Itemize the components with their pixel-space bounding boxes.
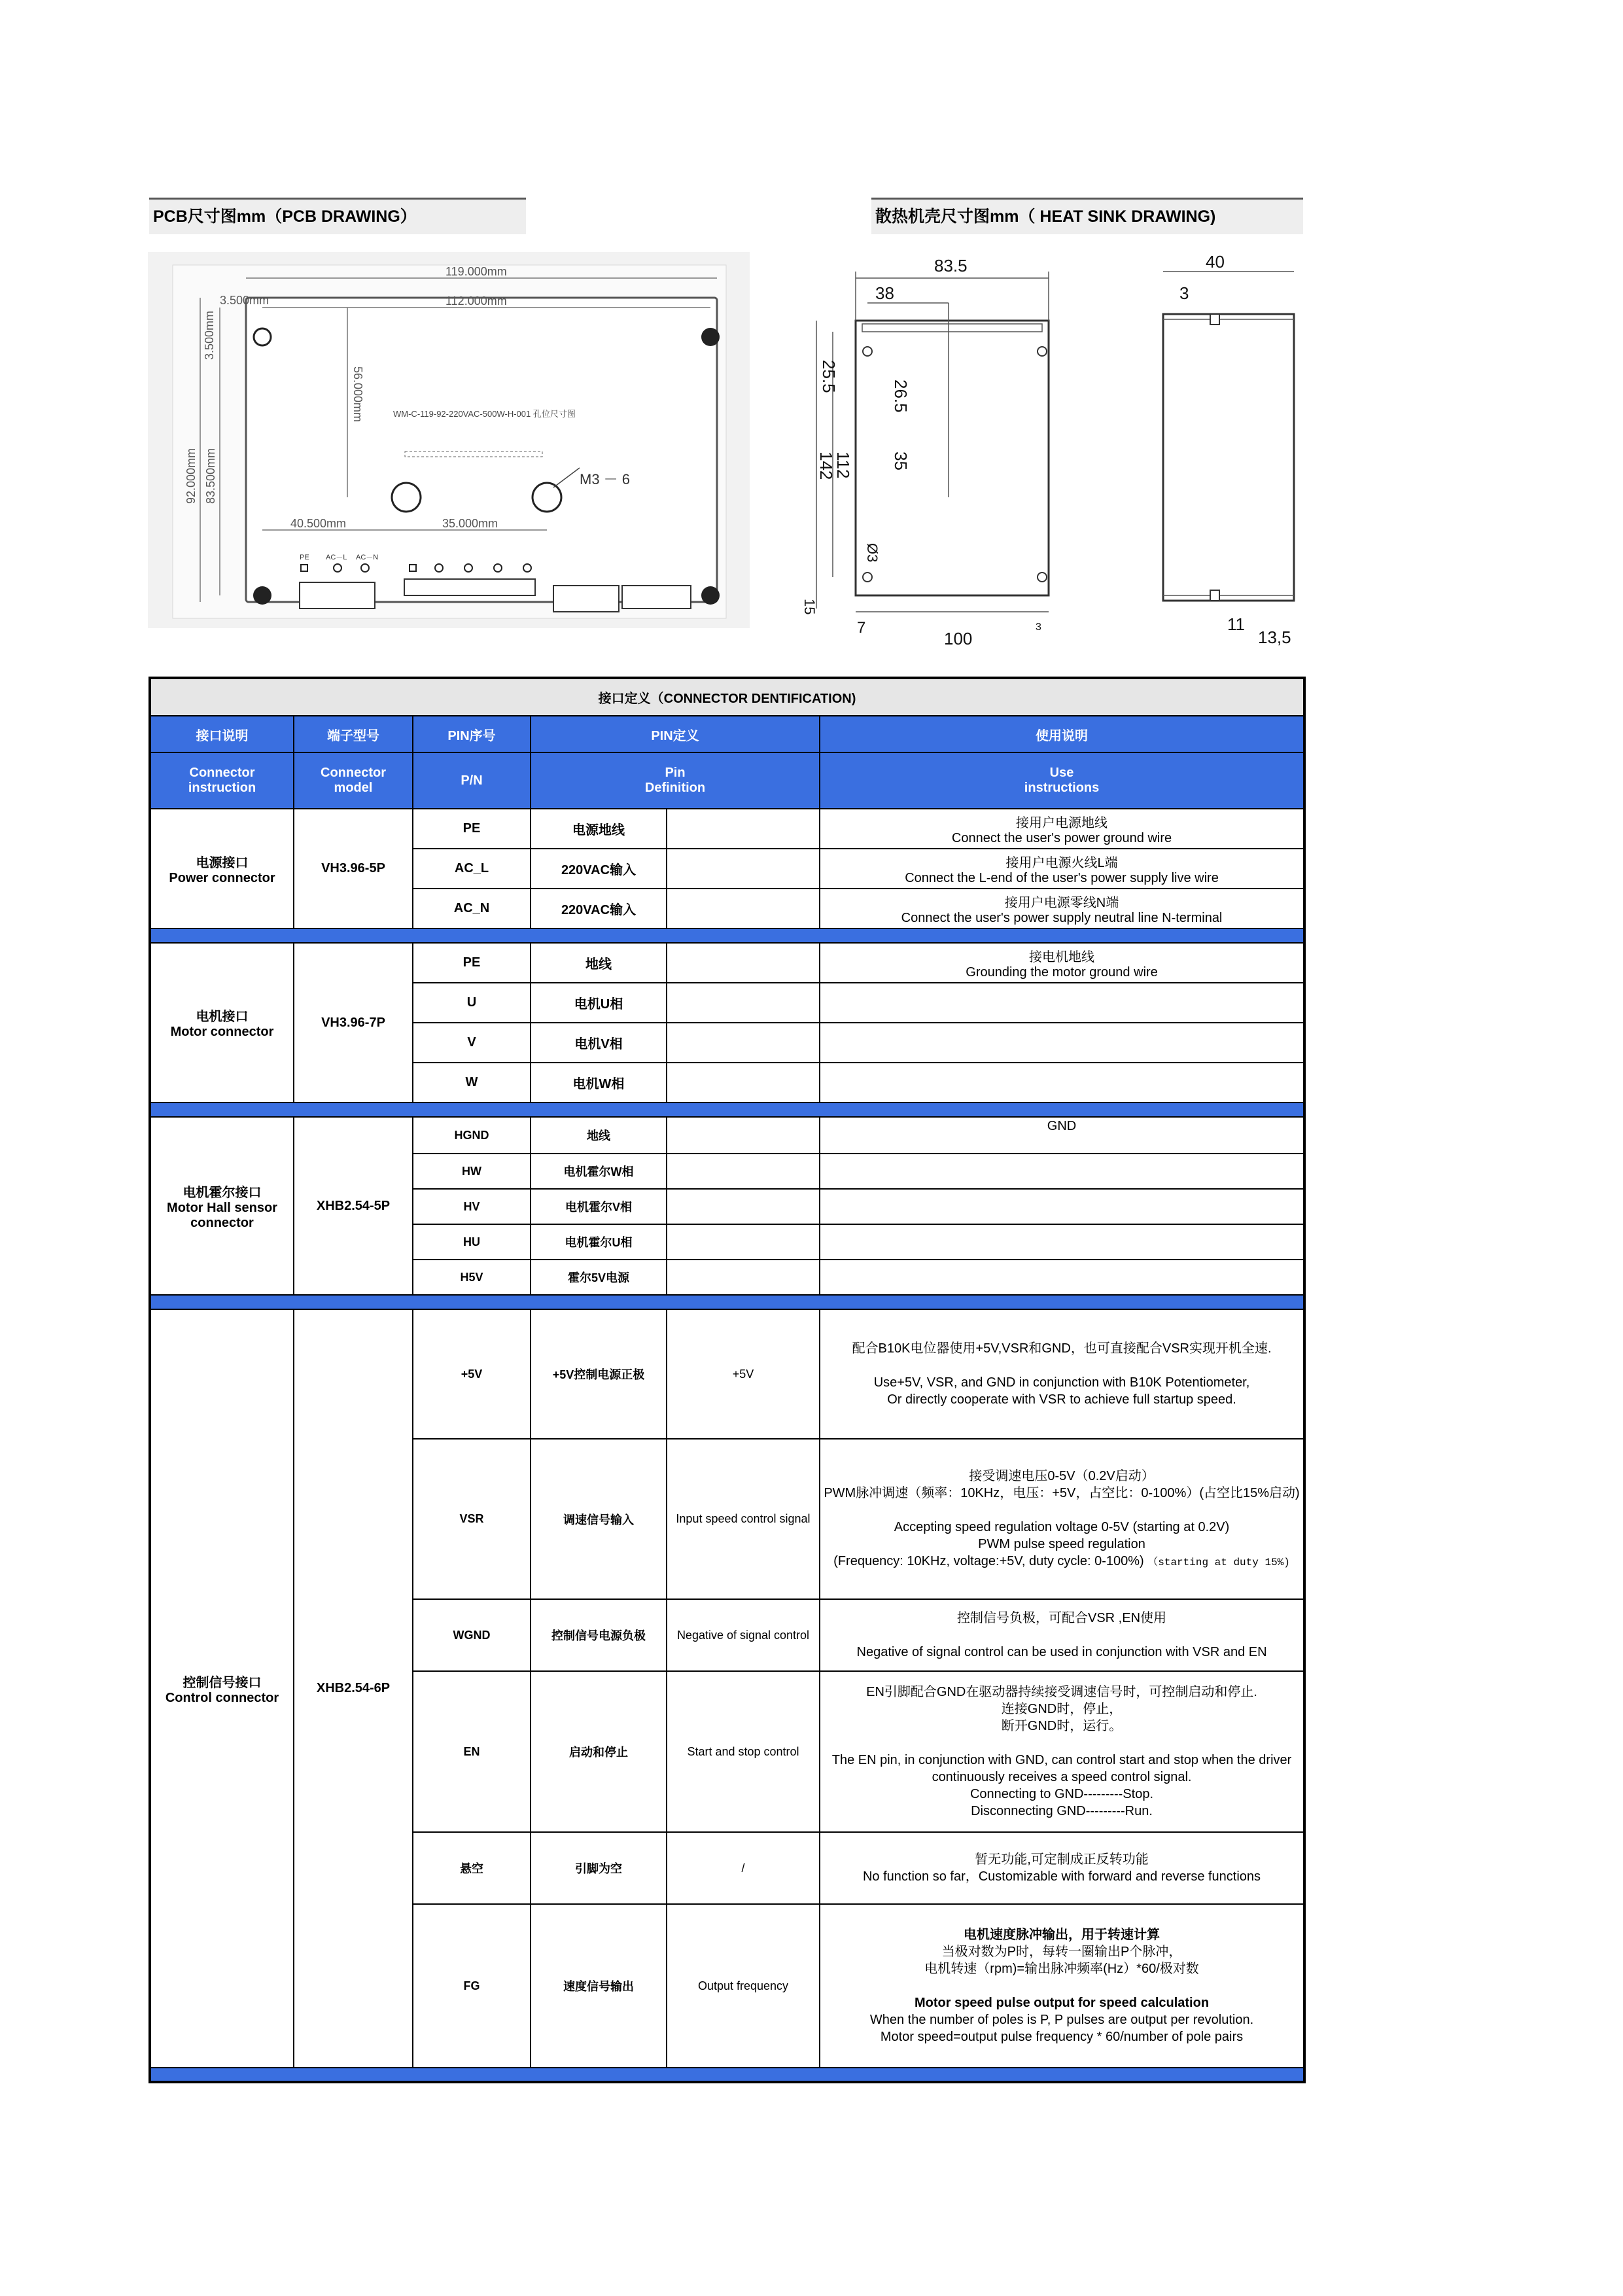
section-divider [150, 928, 1304, 943]
heatsink-dim-15: 15 [801, 599, 818, 615]
pin-number: H5V [413, 1260, 531, 1295]
table-row [150, 1309, 1304, 1439]
use-instruction: 接电机地线 Grounding the motor ground wire [820, 943, 1304, 983]
pin-number: HGND [413, 1117, 531, 1154]
pin-definition: 调速信号输入 [531, 1439, 667, 1599]
header-en-connector-model: Connector model [294, 752, 413, 809]
pin-number: HV [413, 1189, 531, 1224]
table-row [150, 809, 1304, 849]
power-connector-model: VH3.96-5P [294, 809, 413, 928]
pin-number: V [413, 1023, 531, 1063]
pin-definition: 电源地线 [531, 809, 667, 849]
pcb-drawing-heading: PCB尺寸图mm（PCB DRAWING） [149, 198, 526, 234]
header-en-connector-instruction: Connector instruction [150, 752, 294, 809]
heatsink-dim-7: 7 [857, 619, 866, 637]
pin-number: WGND [413, 1599, 531, 1671]
pin-definition: 电机U相 [531, 983, 667, 1023]
pin-definition: 电机霍尔U相 [531, 1224, 667, 1260]
use-instruction: 接用户电源零线N端 Connect the user's power supply neutral line N-terminal [820, 889, 1304, 928]
pcb-dim-width-overall: 119.000mm [445, 265, 507, 278]
pin-number: AC_N [413, 889, 531, 928]
header-connector-model: 端子型号 [294, 716, 413, 752]
heatsink-side-dim-40: 40 [1206, 252, 1225, 272]
use-instruction: 暂无功能,可定制成正反转功能 No function so far，Customizable with forward and reverse functions [820, 1832, 1304, 1904]
pin-function [667, 943, 820, 983]
heatsink-side-dim-13-5: 13,5 [1258, 627, 1291, 647]
section-divider [150, 2068, 1304, 2082]
pin-function [667, 889, 820, 928]
pin-definition: 电机W相 [531, 1063, 667, 1103]
heatsink-dim-142: 142 [816, 451, 836, 480]
pin-number: AC_L [413, 849, 531, 889]
heatsink-dim-25-5: 25.5 [819, 360, 839, 393]
pcb-board-label: WM-C-119-92-220VAC-500W-H-001 孔位尺寸图 [393, 409, 576, 419]
pin-definition: 控制信号电源负极 [531, 1599, 667, 1671]
pin-number: 悬空 [413, 1832, 531, 1904]
pcb-dim-hole-offset-y: 3.500mm [203, 310, 216, 360]
pin-function: / [667, 1832, 820, 1904]
pin-definition: 地线 [531, 1117, 667, 1154]
hall-connector-model: XHB2.54-5P [294, 1117, 413, 1295]
control-connector-name: 控制信号接口 Control connector [150, 1309, 294, 2068]
pin-definition: 220VAC输入 [531, 889, 667, 928]
heatsink-dim-width: 83.5 [934, 256, 968, 275]
pin-definition: 霍尔5V电源 [531, 1260, 667, 1295]
pcb-dim-height-overall: 92.000mm [184, 448, 198, 504]
heatsink-dim-112: 112 [833, 451, 853, 479]
table-title: 接口定义（CONNECTOR DENTIFICATION) [150, 678, 1304, 716]
pcb-dim-35: 35.000mm [442, 517, 498, 530]
pin-number: VSR [413, 1439, 531, 1599]
heatsink-dim-100: 100 [944, 629, 973, 648]
table-row [150, 1117, 1304, 1154]
pin-number: U [413, 983, 531, 1023]
heatsink-side-dim-11: 11 [1227, 614, 1245, 634]
power-connector-name: 电源接口 Power connector [150, 809, 294, 928]
table-header-cn [150, 716, 1304, 752]
pin-number: FG [413, 1904, 531, 2068]
pcb-dim-40-5: 40.500mm [290, 517, 347, 530]
header-pin-number: PIN序号 [413, 716, 531, 752]
header-connector-instruction: 接口说明 [150, 716, 294, 752]
pcb-pin-acn: AC－N [356, 554, 379, 561]
pin-definition: +5V控制电源正极 [531, 1309, 667, 1439]
pin-definition: 电机霍尔V相 [531, 1189, 667, 1224]
heatsink-dim-35: 35 [891, 451, 911, 470]
pin-definition: 电机霍尔W相 [531, 1154, 667, 1189]
pcb-dim-56: 56.000mm [351, 366, 364, 423]
pin-number: W [413, 1063, 531, 1103]
heat-sink-drawing-heading: 散热机壳尺寸图mm（ HEAT SINK DRAWING) [871, 198, 1303, 234]
table-row [150, 943, 1304, 983]
pin-function: Input speed control signal [667, 1439, 820, 1599]
header-pin-definition: PIN定义 [531, 716, 820, 752]
pcb-dim-hole-height: 83.500mm [204, 448, 217, 504]
pin-function: Negative of signal control [667, 1599, 820, 1671]
heat-sink-drawing [797, 252, 1307, 658]
pin-number: +5V [413, 1309, 531, 1439]
pin-number: HW [413, 1154, 531, 1189]
pin-function: Output frequency [667, 1904, 820, 2068]
header-use-instructions: 使用说明 [820, 716, 1304, 752]
pin-number: PE [413, 809, 531, 849]
pin-number: HU [413, 1224, 531, 1260]
pin-function [667, 849, 820, 889]
pin-number: PE [413, 943, 531, 983]
pcb-dim-hole-offset-x: 3.500mm [220, 294, 270, 307]
header-en-pn: P/N [413, 752, 531, 809]
section-divider [150, 1103, 1304, 1117]
motor-connector-name: 电机接口 Motor connector [150, 943, 294, 1103]
pcb-pin-pe: PE [300, 554, 309, 561]
hall-connector-name: 电机霍尔接口 Motor Hall sensor connector [150, 1117, 294, 1295]
use-instruction: 电机速度脉冲输出，用于转速计算 当极对数为P时，每转一圈输出P个脉冲， 电机转速（rpm)=输出脉冲频率(Hz）*60/极对数 Motor speed pulse output for speed calculation When the number of poles is P, P pulses are output per revolution. Motor speed=output pulse frequency * 60/number of pole pairs [820, 1904, 1304, 2068]
pin-definition: 电机V相 [531, 1023, 667, 1063]
pin-number: EN [413, 1671, 531, 1832]
heatsink-dim-38: 38 [875, 283, 894, 303]
header-en-pin-definition: Pin Definition [531, 752, 820, 809]
use-instruction: 配合B10K电位器使用+5V,VSR和GND，也可直接配合VSR实现开机全速. Use+5V, VSR, and GND in conjunction with B10K Potentiometer, Or directly cooperate with VSR to achieve full startup speed. [820, 1309, 1304, 1439]
heatsink-dim-hole: Ø3 [864, 543, 881, 563]
pin-function [667, 809, 820, 849]
use-instruction: 接用户电源地线 Connect the user's power ground wire [820, 809, 1304, 849]
control-connector-model: XHB2.54-6P [294, 1309, 413, 2068]
header-en-use-instructions: Use instructions [820, 752, 1304, 809]
pcb-dim-hole-spacing: 112.000mm [445, 294, 507, 308]
pin-definition: 速度信号输出 [531, 1904, 667, 2068]
heatsink-side-dim-3: 3 [1179, 283, 1189, 303]
heatsink-dim-26-5: 26.5 [891, 380, 911, 413]
pcb-hole-label: M3 － 6 [580, 471, 631, 487]
use-instruction: 接受调速电压0-5V（0.2V启动） PWM脉冲调速（频率：10KHz，电压：+5V，占空比：0-100%）(占空比15%启动) Accepting speed regulation voltage 0-5V (starting at 0.2V) PWM pulse speed regulation (Frequency: 10KHz, voltage:+5V, duty cycle: 0-100%) （starting at duty 15%) [820, 1439, 1304, 1599]
use-instruction: GND [820, 1117, 1304, 1154]
pin-definition: 地线 [531, 943, 667, 983]
table-header-en [150, 752, 1304, 809]
pin-definition: 引脚为空 [531, 1832, 667, 1904]
section-divider [150, 1295, 1304, 1309]
connector-table [148, 677, 1306, 2083]
pin-function: +5V [667, 1309, 820, 1439]
use-instruction: 接用户电源火线L端 Connect the L-end of the user's power supply live wire [820, 849, 1304, 889]
use-instruction: EN引脚配合GND在驱动器持续接受调速信号时，可控制启动和停止. 连接GND时，停止， 断开GND时，运行。 The EN pin, in conjunction with GND, can control start and stop when the driver continuously receives a speed control signal. Connecting to GND---------Stop. Disconnecting GND---------Run. [820, 1671, 1304, 1832]
pcb-drawing [148, 252, 750, 628]
pin-function: Start and stop control [667, 1671, 820, 1832]
pcb-pin-acl: AC－L [326, 554, 347, 561]
heatsink-dim-3-bottom: 3 [1036, 622, 1041, 633]
motor-connector-model: VH3.96-7P [294, 943, 413, 1103]
pin-definition: 220VAC输入 [531, 849, 667, 889]
pin-definition: 启动和停止 [531, 1671, 667, 1832]
use-instruction: 控制信号负极，可配合VSR ,EN使用 Negative of signal control can be used in conjunction with VSR and EN [820, 1599, 1304, 1671]
